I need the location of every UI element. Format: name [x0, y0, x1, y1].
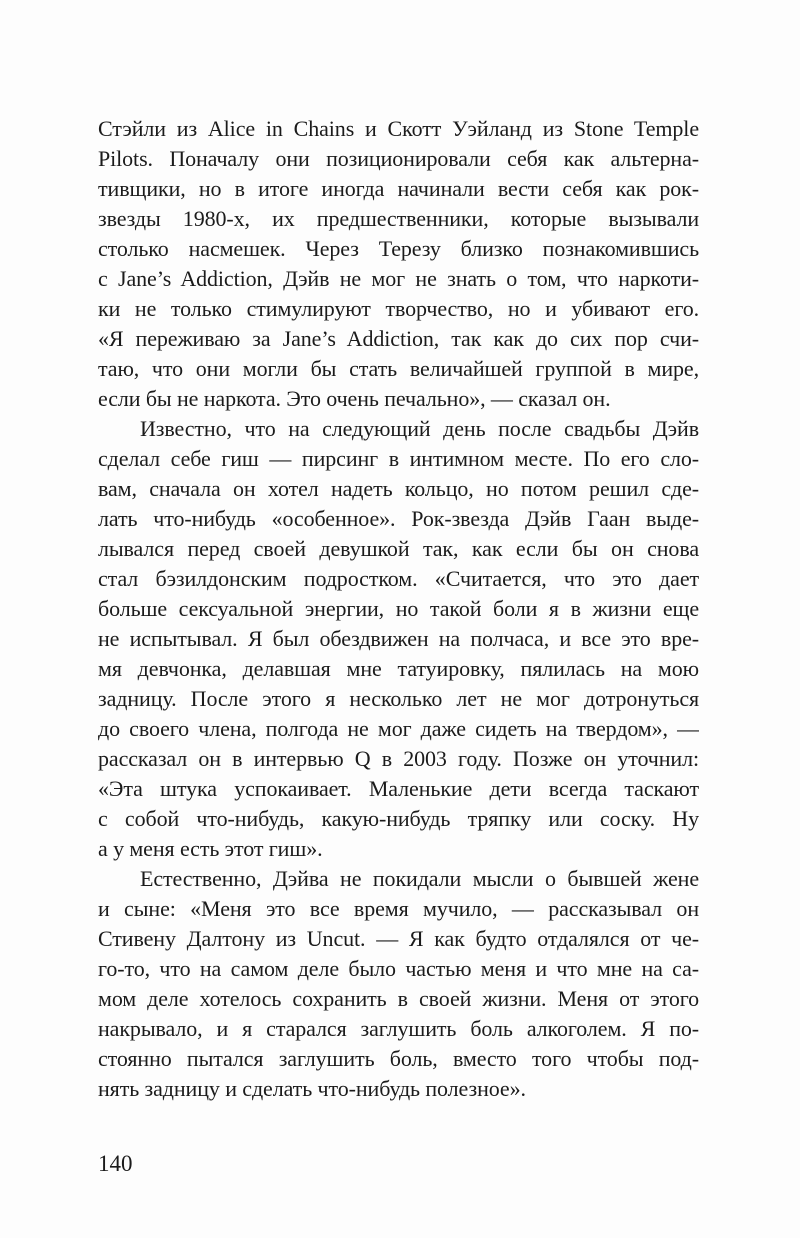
- text-line: столько насмешек. Через Терезу близко познакомившись: [98, 236, 699, 261]
- text-line: «Я переживаю за Jane’s Addiction, так как до сих пор счи-: [98, 326, 699, 351]
- text-line: ки не только стимулируют творчество, но и убивают его.: [98, 296, 699, 321]
- text-line: с собой что-нибудь, какую-нибудь тряпку или соску. Ну: [98, 806, 699, 831]
- text-line: а у меня есть этот гиш».: [98, 836, 323, 861]
- text-line: таю, что они могли бы стать величайшей группой в мире,: [98, 356, 699, 381]
- text-line: лывался перед своей девушкой так, как если бы он снова: [98, 536, 699, 561]
- paragraph: [98, 864, 699, 1104]
- text-line: до своего члена, полгода не мог даже сидеть на твердом», —: [98, 716, 699, 741]
- text-line: го-то, что на самом деле было частью меня и что мне на са-: [98, 956, 699, 981]
- text-line: Естественно, Дэйва не покидали мысли о бывшей жене: [140, 866, 699, 891]
- text-line: не испытывал. Я был обездвижен на полчаса, и все это вре-: [98, 626, 699, 651]
- page-number: 140: [98, 1151, 133, 1176]
- text-line: «Эта штука успокаивает. Маленькие дети всегда таскают: [98, 776, 699, 801]
- text-line: и сыне: «Меня это все время мучило, — рассказывал он: [98, 896, 699, 921]
- text-line: задницу. После этого я несколько лет не мог дотронуться: [98, 686, 699, 711]
- body-text: [98, 114, 699, 1104]
- text-line: мом деле хотелось сохранить в своей жизни. Меня от этого: [98, 986, 699, 1011]
- text-line: лать что-нибудь «особенное». Рок-звезда Дэйв Гаан выде-: [98, 506, 699, 531]
- text-line: с Jane’s Addiction, Дэйв не мог не знать о том, что наркоти-: [98, 266, 699, 291]
- paragraph: [98, 114, 699, 414]
- text-line: сделал себе гиш — пирсинг в интимном месте. По его сло-: [98, 446, 699, 471]
- text-line: нять задницу и сделать что-нибудь полезное».: [98, 1076, 526, 1101]
- text-line: Стэйли из Alice in Chains и Скотт Уэйланд из Stone Temple: [98, 116, 699, 141]
- text-line: тивщики, но в итоге иногда начинали вести себя как рок-: [98, 176, 699, 201]
- text-line: рассказал он в интервью Q в 2003 году. Позже он уточнил:: [98, 746, 699, 771]
- text-line: если бы не наркота. Это очень печально», — сказал он.: [98, 386, 611, 411]
- text-line: стоянно пытался заглушить боль, вместо того чтобы под-: [98, 1046, 699, 1071]
- text-line: Стивену Далтону из Uncut. — Я как будто отдалялся от че-: [98, 926, 699, 951]
- text-line: Pilots. Поначалу они позиционировали себя как альтерна-: [98, 146, 699, 171]
- text-line: мя девчонка, делавшая мне татуировку, пялилась на мою: [98, 656, 699, 681]
- text-line: вам, сначала он хотел надеть кольцо, но потом решил сде-: [98, 476, 699, 501]
- text-line: Известно, что на следующий день после свадьбы Дэйв: [140, 416, 699, 441]
- text-line: звезды 1980-х, их предшественники, которые вызывали: [98, 206, 699, 231]
- paragraph: [98, 414, 699, 864]
- text-line: больше сексуальной энергии, но такой боли я в жизни еще: [98, 596, 699, 621]
- text-line: стал бэзилдонским подростком. «Считается, что это дает: [98, 566, 699, 591]
- text-line: накрывало, и я старался заглушить боль алкоголем. Я по-: [98, 1016, 699, 1041]
